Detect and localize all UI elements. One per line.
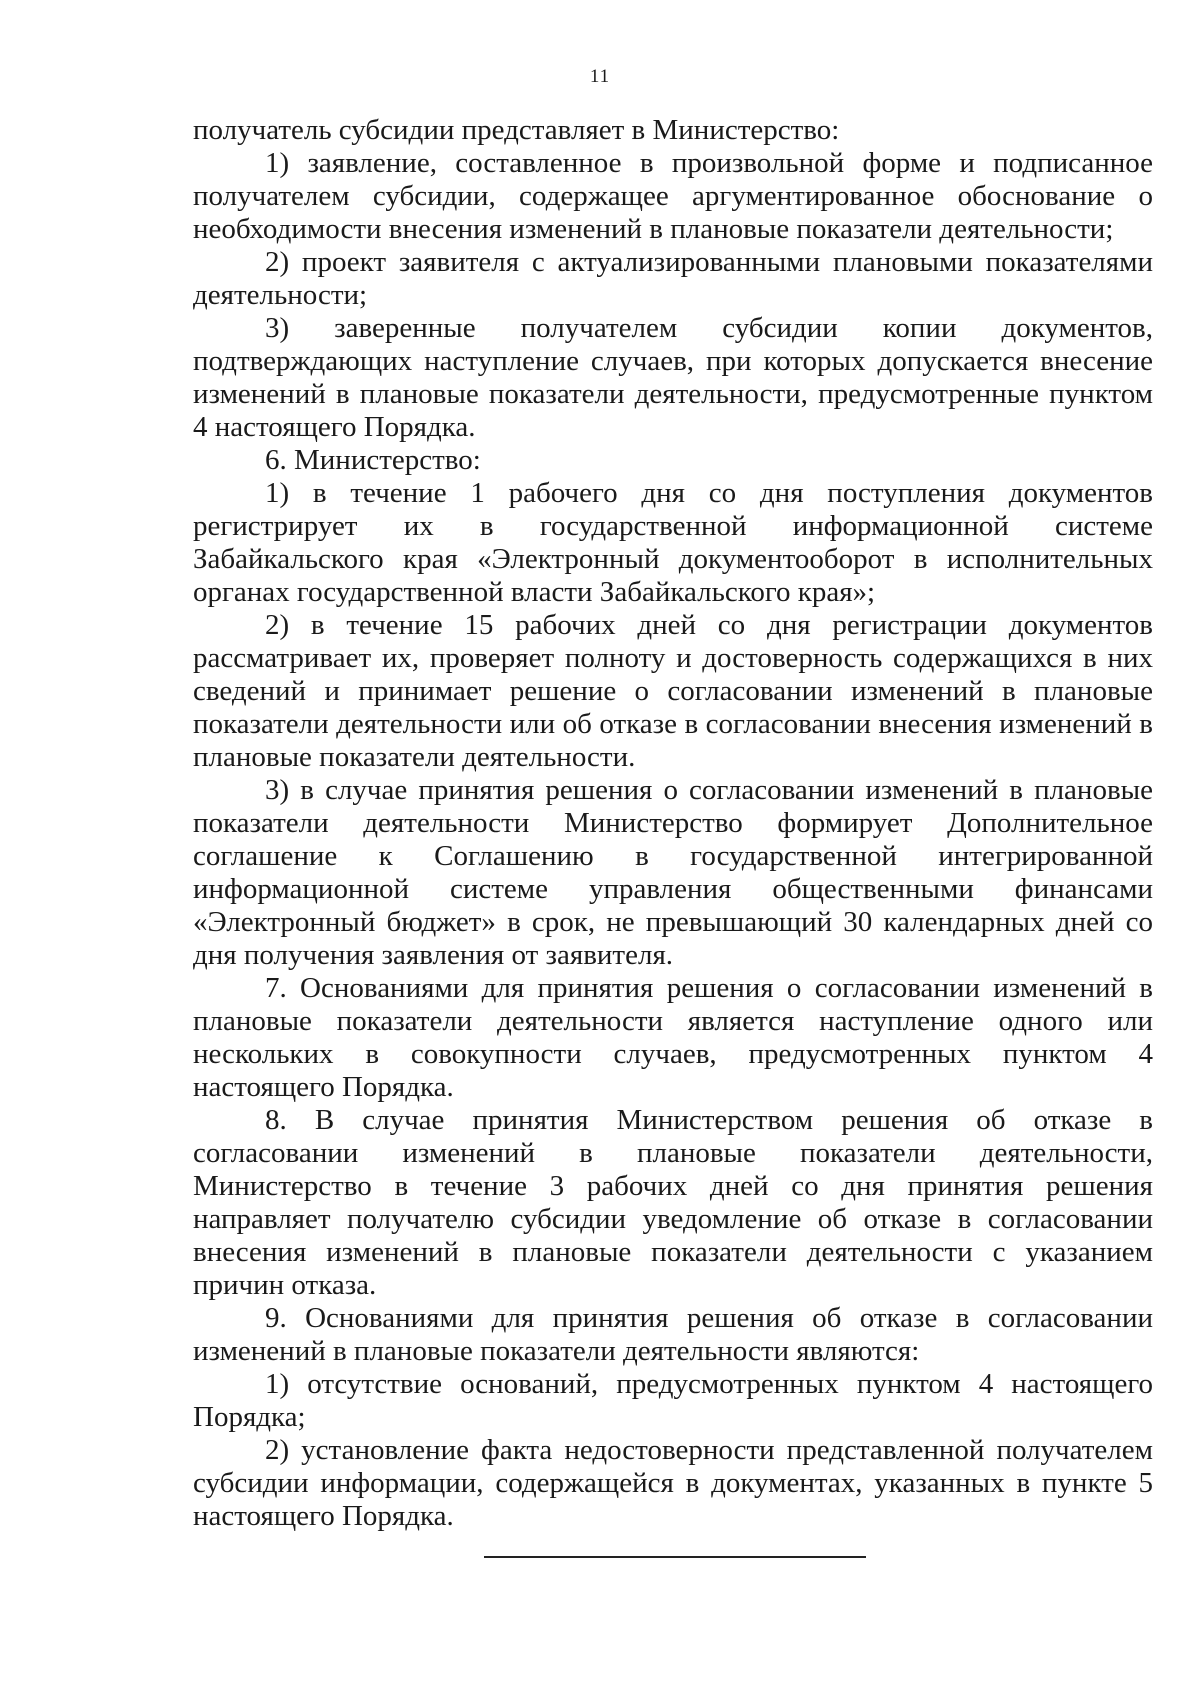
section-7: 7. Основаниями для принятия решения о согласовании изменений в плановые показатели деятельности является наступление одного или нескольких в совокупности случаев, предусмотренных пунктом 4 настоящего Порядка. <box>193 972 1153 1103</box>
section-9: 9. Основаниями для принятия решения об отказе в согласовании изменений в плановые показатели деятельности являются: <box>193 1302 1153 1367</box>
paragraph-intro: получатель субсидии представляет в Министерство: <box>193 114 840 146</box>
section-6-heading: 6. Министерство: <box>265 444 481 476</box>
section-9-item-1: 1) отсутствие оснований, предусмотренных пунктом 4 настоящего Порядка; <box>193 1368 1153 1433</box>
paragraph-item-1-statement: 1) заявление, составленное в произвольной форме и подписанное получателем субсидии, содержащее аргументированное обоснование о необходимости внесения изменений в плановые показатели деятельности; <box>193 147 1153 245</box>
page-number: 11 <box>589 66 611 87</box>
paragraph-item-2-project: 2) проект заявителя с актуализированными плановыми показателями деятельности; <box>193 246 1153 311</box>
section-8: 8. В случае принятия Министерством решения об отказе в согласовании изменений в плановые показатели деятельности, Министерство в течение 3 рабочих дней со дня принятия решения направляет получателю субсидии уведомление об отказе в согласовании внесения изменений в плановые показатели деятельности с указанием причин отказа. <box>193 1104 1153 1301</box>
paragraph-item-3-copies: 3) заверенные получателем субсидии копии документов, подтверждающих наступление случаев, при которых допускается внесение изменений в плановые показатели деятельности, предусмотренные пунктом 4 настоящего Порядка. <box>193 312 1153 443</box>
document-body <box>193 114 1153 1533</box>
section-6-item-3: 3) в случае принятия решения о согласовании изменений в плановые показатели деятельности Министерство формирует Дополнительное соглашение к Соглашению в государственной интегрированной информационной системе управления общественными финансами «Электронный бюджет» в срок, не превышающий 30 календарных дней со дня получения заявления от заявителя. <box>193 774 1153 971</box>
section-9-item-2: 2) установление факта недостоверности представленной получателем субсидии информации, содержащейся в документах, указанных в пункте 5 настоящего Порядка. <box>193 1434 1153 1532</box>
section-6-item-2: 2) в течение 15 рабочих дней со дня регистрации документов рассматривает их, проверяет полноту и достоверность содержащихся в них сведений и принимает решение о согласовании изменений в плановые показатели деятельности или об отказе в согласовании внесения изменений в плановые показатели деятельности. <box>193 609 1153 773</box>
end-of-document-rule <box>484 1556 866 1558</box>
section-6-item-1: 1) в течение 1 рабочего дня со дня поступления документов регистрирует их в государственной информационной системе Забайкальского края «Электронный документооборот в исполнительных органах государственной власти Забайкальского края»; <box>193 477 1153 608</box>
